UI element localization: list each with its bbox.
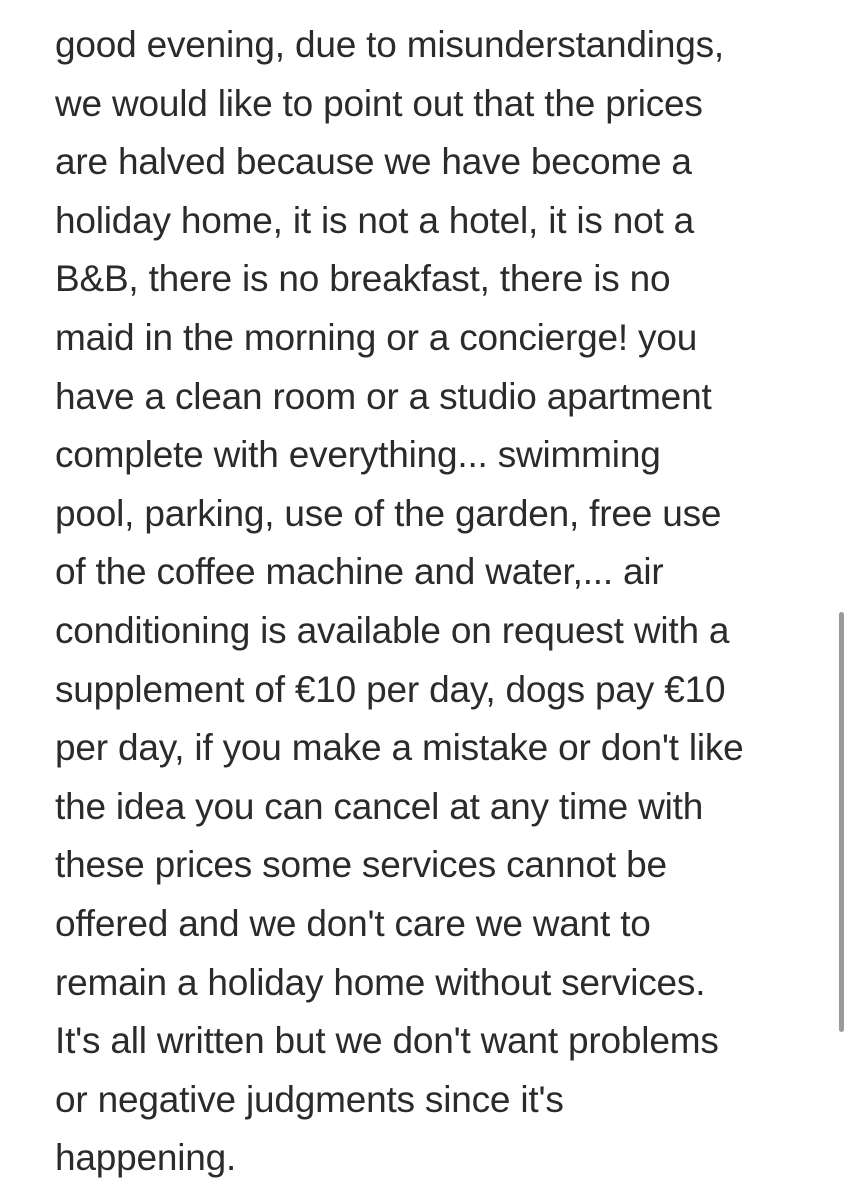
message-line: B&B, there is no breakfast, there is no <box>55 258 671 300</box>
message-line: conditioning is available on request with a <box>55 609 730 651</box>
message-line: or negative judgments since it's <box>55 1078 564 1120</box>
message-line: good evening, due to misunderstandings, <box>55 24 724 65</box>
message-line: the idea you can cancel at any time with <box>55 785 704 827</box>
message-line: maid in the morning or a concierge! you <box>55 316 698 358</box>
message-line: have a clean room or a studio apartment <box>55 375 712 417</box>
message-line: are halved because we have become a <box>55 141 692 183</box>
message-line: we would like to point out that the prices <box>55 82 703 124</box>
message-line: these prices some services cannot be <box>55 844 667 886</box>
message-line: per day, if you make a mistake or don't like <box>55 727 744 769</box>
message-line: holiday home, it is not a hotel, it is not a <box>55 199 695 241</box>
message-line: It's all written but we don't want problems <box>55 1020 719 1062</box>
message-line: offered and we don't care we want to <box>55 902 651 944</box>
message-line: happening. <box>55 1137 237 1179</box>
message-line: remain a holiday home without services. <box>55 961 706 1003</box>
message-line: supplement of €10 per day, dogs pay €10 <box>55 668 726 710</box>
scrollbar-thumb[interactable] <box>839 612 844 1032</box>
message-line: of the coffee machine and water,... air <box>55 551 664 593</box>
message-line: complete with everything... swimming <box>55 434 661 476</box>
scrollbar[interactable] <box>836 0 850 1200</box>
message-body <box>55 16 815 1188</box>
message-line: pool, parking, use of the garden, free use <box>55 492 722 534</box>
